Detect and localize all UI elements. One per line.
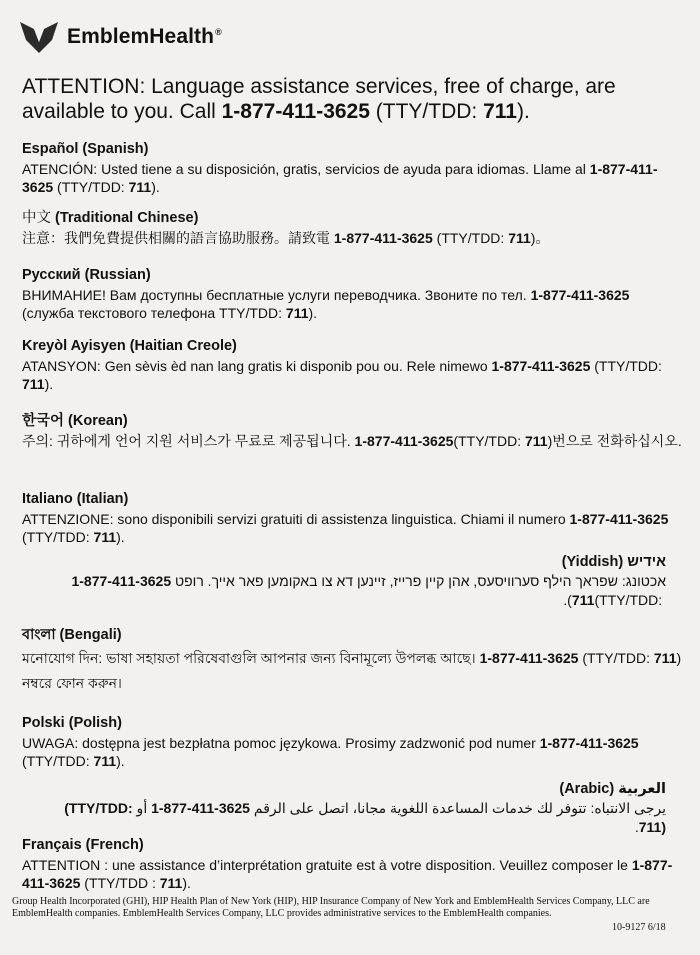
- section-text: 주의: 귀하에게 언어 지원 서비스가 무료로 제공됩니다. 1-877-411-3625(TTY/TDD: 711)번으로 전화하십시오.: [22, 433, 682, 449]
- section-italian: [22, 490, 682, 546]
- form-code: 10-9127 6/18: [612, 922, 666, 933]
- section-heading: 한국어 (Korean): [22, 413, 128, 429]
- section-text: ВНИМАНИЕ! Вам доступны бесплатные услуги переводчика. Звоните по тел. 1-877-411-3625 (служба текстового телефона TTY/TDD: 711).: [22, 287, 630, 321]
- section-heading: Español (Spanish): [22, 141, 149, 157]
- section-bengali: [22, 626, 682, 696]
- brand-name: EmblemHealth®: [67, 25, 222, 48]
- section-text: ATANSYON: Gen sèvis èd nan lang gratis ki disponib pou ou. Rele nimewo 1-877-411-3625 (TTY/TDD: 711).: [22, 358, 662, 392]
- footer-disclaimer: Group Health Incorporated (GHI), HIP Health Plan of New York (HIP), HIP Insurance Company of New York and EmblemHealth Services Company, LLC are EmblemHealth companies. EmblemHealth Services Company, LLC provides administrative services to the EmblemHealth companies.: [12, 896, 650, 919]
- section-heading: Français (French): [22, 837, 144, 853]
- section-heading: 中文 (Traditional Chinese): [22, 210, 199, 226]
- section-heading: Italiano (Italian): [22, 491, 129, 507]
- emblem-shield-icon: [20, 20, 58, 54]
- section-chinese: [22, 209, 682, 247]
- attention-phone: 1-877-411-3625: [221, 100, 370, 123]
- section-heading: Polski (Polish): [22, 715, 122, 731]
- section-polish: [22, 714, 682, 770]
- section-text: ATENCIÓN: Usted tiene a su disposición, gratis, servicios de ayuda para idiomas. Llame al 1-877-411-3625 (TTY/TDD: 711).: [22, 161, 658, 195]
- section-heading: العربية (Arabic): [559, 781, 666, 797]
- section-yiddish: [46, 553, 666, 610]
- emblemhealth-logo: [20, 20, 222, 54]
- section-text: ATTENTION : une assistance d’interprétation gratuite est à votre disposition. Veuillez composer le 1-877-411-3625 (TTY/TDD : 711).: [22, 857, 673, 891]
- section-text: 注意：我們免費提供相關的語言協助服務。請致電 1-877-411-3625 (TTY/TDD: 711)。: [22, 230, 550, 246]
- section-heading: বাংলা (Bengali): [22, 627, 122, 643]
- section-creole: [22, 337, 682, 393]
- section-heading: Русский (Russian): [22, 267, 151, 283]
- section-text: UWAGA: dostępna jest bezpłatna pomoc językowa. Prosimy zadzwonić pod numer 1-877-411-3625 (TTY/TDD: 711).: [22, 735, 639, 769]
- section-heading: Kreyòl Ayisyen (Haitian Creole): [22, 338, 237, 354]
- section-french: [22, 836, 682, 892]
- section-text: אכטונג: שפראך הילף סערוויסעס, אהן קיין פרייז, זיינען דא צו באקומען פאר אייך. רופט 1-877-411-3625 (TTY/TDD: 711).: [71, 573, 666, 608]
- section-korean: [22, 412, 682, 450]
- section-heading: אידיש (Yiddish): [561, 554, 666, 570]
- section-russian: [22, 266, 682, 322]
- section-text: মনোযোগ দিন: ভাষা সহায়তা পরিষেবাগুলি আপনার জন্য বিনামূল্যে উপলব্ধ আছে। 1-877-411-3625 (TTY/TDD: 711) নম্বরে ফোন করুন।: [22, 650, 682, 691]
- section-arabic: [46, 780, 666, 837]
- section-spanish: [22, 140, 682, 196]
- attention-notice: ATTENTION: Language assistance services, free of charge, are available to you. Call 1-877-411-3625 (TTY/TDD: 711).: [22, 75, 616, 123]
- section-text: يرجى الانتباه: تتوفر لك خدمات المساعدة اللغوية مجانا، اتصل على الرقم 1-877-411-3625 أو (TTY/TDD: 711).: [64, 800, 666, 835]
- section-text: ATTENZIONE: sono disponibili servizi gratuiti di assistenza linguistica. Chiami il numero 1-877-411-3625 (TTY/TDD: 711).: [22, 511, 669, 545]
